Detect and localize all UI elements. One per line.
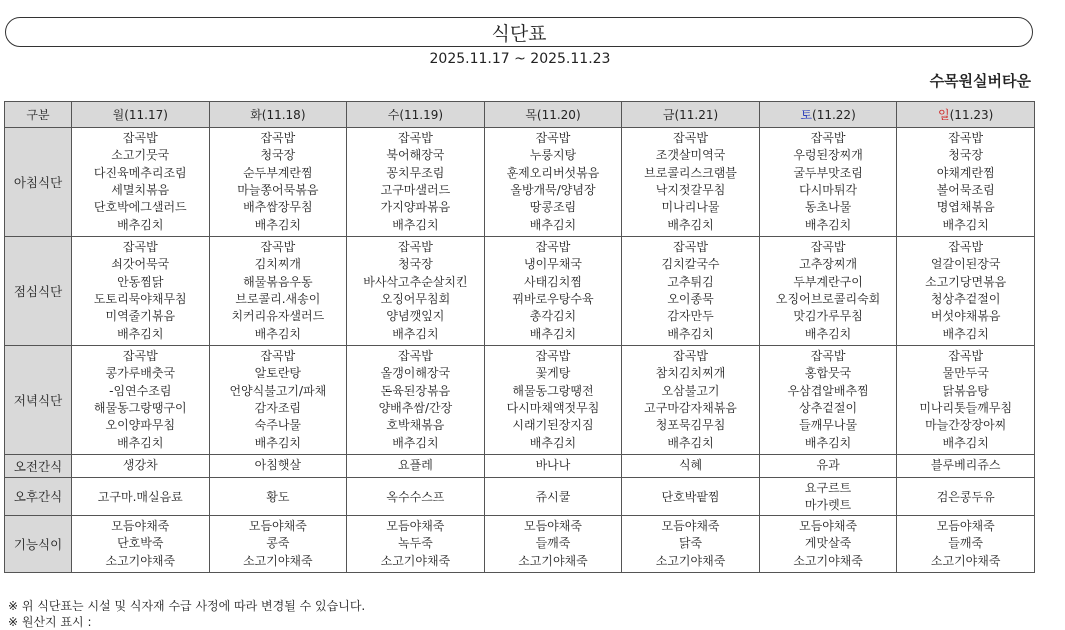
menu-cell-dinner-thu bbox=[484, 346, 622, 455]
menu-cell-functional-diet-sun bbox=[897, 515, 1035, 572]
menu-item: 다시마채액젓무침 bbox=[506, 401, 600, 415]
menu-item: 배추김치 bbox=[942, 435, 989, 450]
menu-row-morning-snack bbox=[5, 455, 1035, 478]
menu-item: 잡곡밥 bbox=[948, 239, 984, 254]
menu-cell-dinner-wed bbox=[347, 346, 485, 455]
menu-item: 잡곡밥 bbox=[673, 348, 708, 363]
menu-item: 고구마감자채볶음 bbox=[644, 401, 737, 415]
menu-item: 마늘쫑어묵볶음 bbox=[237, 183, 319, 197]
menu-item: 냉이무채국 bbox=[523, 257, 582, 272]
menu-item: 잡곡밥 bbox=[122, 130, 158, 145]
menu-item: 해물볶음우동 bbox=[243, 274, 313, 289]
menu-item: 잡곡밥 bbox=[673, 130, 708, 145]
menu-item: 블루베리쥬스 bbox=[930, 458, 1001, 473]
menu-item: 소고기야채죽 bbox=[243, 553, 313, 568]
menu-item: 김치찌개 bbox=[254, 257, 302, 272]
menu-item: 닭죽 bbox=[678, 536, 703, 551]
menu-item: 모듬야채죽 bbox=[661, 518, 720, 533]
menu-item: 상추겉절이 bbox=[799, 401, 858, 415]
menu-item: 검은콩두유 bbox=[936, 489, 995, 504]
menu-item: 잡곡밥 bbox=[122, 348, 158, 363]
menu-cell-afternoon-snack-thu bbox=[484, 478, 622, 516]
menu-item: 들깨죽 bbox=[948, 536, 984, 551]
menu-item: 감자만두 bbox=[667, 309, 714, 324]
menu-item: 꿔바로우탕수육 bbox=[512, 292, 594, 306]
menu-cell-breakfast-tue bbox=[209, 128, 347, 237]
row-label-lunch: 점심식단 bbox=[5, 237, 72, 346]
menu-item: 청국장 bbox=[948, 148, 984, 163]
menu-item: 소고기야채죽 bbox=[105, 553, 176, 568]
menu-item: 잡곡밥 bbox=[810, 348, 846, 363]
menu-cell-lunch-tue bbox=[209, 237, 347, 346]
menu-item: 잡곡밥 bbox=[810, 130, 846, 145]
menu-cell-dinner-sun bbox=[897, 346, 1035, 455]
menu-cell-functional-diet-fri bbox=[622, 515, 760, 572]
menu-item: 잡곡밥 bbox=[948, 130, 984, 145]
menu-cell-afternoon-snack-fri bbox=[622, 478, 760, 516]
menu-item: 식혜 bbox=[678, 458, 703, 473]
row-label-afternoon-snack: 오후간식 bbox=[5, 478, 72, 516]
menu-item: 배추김치 bbox=[392, 435, 439, 450]
menu-item: 들깨죽 bbox=[535, 536, 571, 551]
menu-item: 두부계란구이 bbox=[793, 274, 863, 289]
menu-item: 단호박에그샐러드 bbox=[93, 200, 187, 215]
menu-item: 양배추쌈/간장 bbox=[378, 401, 453, 415]
menu-item: 쥬시쿨 bbox=[535, 489, 571, 504]
menu-item: 치커리유자샐러드 bbox=[231, 309, 325, 324]
menu-item: 야채계란찜 bbox=[936, 165, 995, 180]
menu-item: 버섯야채볶음 bbox=[930, 309, 1001, 324]
menu-cell-lunch-mon bbox=[72, 237, 210, 346]
menu-cell-lunch-thu bbox=[484, 237, 622, 346]
menu-cell-morning-snack-sat bbox=[759, 455, 897, 478]
menu-cell-functional-diet-wed bbox=[347, 515, 485, 572]
menu-item: 시래기된장지짐 bbox=[512, 418, 594, 433]
menu-item: 잡곡밥 bbox=[810, 239, 846, 254]
menu-cell-morning-snack-thu bbox=[484, 455, 622, 478]
menu-item: 동초나물 bbox=[804, 200, 852, 215]
menu-period: 2025.11.17 ~ 2025.11.23 bbox=[429, 51, 611, 67]
menu-item: 고추튀김 bbox=[667, 274, 714, 289]
menu-item: 해물동그랑땡전 bbox=[512, 383, 594, 398]
menu-item: 다진육메추리조림 bbox=[93, 165, 187, 180]
menu-row-lunch bbox=[5, 237, 1035, 346]
menu-row-breakfast bbox=[5, 128, 1035, 237]
menu-item: 물만두국 bbox=[942, 366, 989, 381]
menu-item: 생강차 bbox=[122, 458, 158, 473]
menu-item: 바나나 bbox=[535, 458, 571, 473]
menu-title bbox=[5, 17, 1033, 47]
menu-cell-breakfast-wed bbox=[347, 128, 485, 237]
menu-item: 유과 bbox=[816, 458, 840, 473]
menu-item: 돈육된장볶음 bbox=[380, 383, 451, 398]
menu-item: 오징어브로콜리숙회 bbox=[775, 292, 881, 306]
menu-item: 잡곡밥 bbox=[122, 239, 158, 254]
menu-cell-morning-snack-sun bbox=[897, 455, 1035, 478]
menu-item: 잡곡밥 bbox=[260, 348, 296, 363]
menu-table bbox=[4, 101, 1035, 573]
menu-item: 감자조림 bbox=[254, 401, 302, 415]
menu-item: 잡곡밥 bbox=[398, 130, 433, 145]
menu-item: 조갯살미역국 bbox=[655, 148, 726, 163]
menu-cell-breakfast-thu bbox=[484, 128, 622, 237]
row-label-breakfast: 아침식단 bbox=[5, 128, 72, 237]
menu-item: 모듬야채죽 bbox=[799, 518, 858, 533]
menu-item: 쇠갓어묵국 bbox=[111, 257, 170, 272]
header-day-sun bbox=[897, 102, 1035, 128]
menu-item: 땅콩조림 bbox=[529, 200, 577, 215]
menu-item: 누룽지탕 bbox=[529, 148, 577, 163]
menu-item: 소고기야채죽 bbox=[793, 553, 863, 568]
sat-day-date: (11.22) bbox=[812, 108, 856, 122]
menu-item: 미나리톳들깨무침 bbox=[919, 401, 1013, 415]
menu-item: 소고기야채죽 bbox=[518, 553, 588, 568]
menu-item: 배추김치 bbox=[804, 326, 852, 341]
menu-cell-morning-snack-mon bbox=[72, 455, 210, 478]
menu-item: 오이양파무침 bbox=[105, 418, 176, 433]
menu-item: 배추김치 bbox=[529, 326, 577, 341]
menu-cell-morning-snack-wed bbox=[347, 455, 485, 478]
menu-item: 청국장 bbox=[260, 148, 296, 163]
sun-day-name: 일 bbox=[938, 108, 950, 122]
menu-item: 소고기뭇국 bbox=[111, 148, 170, 163]
menu-item: 청포묵김무침 bbox=[655, 418, 726, 433]
menu-cell-dinner-tue bbox=[209, 346, 347, 455]
note-origin-label: ※ 원산지 표시 : bbox=[8, 615, 92, 629]
menu-item: 세멸치볶음 bbox=[111, 183, 170, 197]
menu-cell-afternoon-snack-tue bbox=[209, 478, 347, 516]
menu-cell-functional-diet-thu bbox=[484, 515, 622, 572]
row-label-dinner: 저녁식단 bbox=[5, 346, 72, 455]
menu-item: 배추김치 bbox=[254, 217, 302, 232]
menu-cell-functional-diet-mon bbox=[72, 515, 210, 572]
menu-item: 배추김치 bbox=[117, 326, 164, 341]
menu-item: 콩가루배춧국 bbox=[105, 366, 176, 381]
menu-item: 고구마샐러드 bbox=[380, 183, 451, 197]
menu-item: 아침햇살 bbox=[254, 458, 302, 473]
menu-item: 볼어묵조림 bbox=[936, 183, 995, 197]
menu-item: 가지양파볶음 bbox=[380, 200, 451, 215]
menu-item: 바사삭고추순살치킨 bbox=[363, 274, 468, 289]
menu-item: 양념깻잎지 bbox=[386, 309, 445, 324]
menu-item: 미역줄기볶음 bbox=[105, 309, 176, 324]
menu-item: 녹두죽 bbox=[398, 536, 433, 551]
menu-item: 총각김치 bbox=[529, 309, 577, 324]
menu-item: 잡곡밥 bbox=[260, 239, 296, 254]
menu-cell-breakfast-mon bbox=[72, 128, 210, 237]
menu-item: 굴두부맛조림 bbox=[793, 165, 863, 180]
menu-item: 배추김치 bbox=[529, 435, 577, 450]
menu-cell-functional-diet-sat bbox=[759, 515, 897, 572]
menu-item: 모듬야채죽 bbox=[936, 518, 995, 533]
menu-cell-afternoon-snack-wed bbox=[347, 478, 485, 516]
menu-item: 단호박팥찜 bbox=[661, 489, 720, 504]
menu-item: 도토리묵야채무침 bbox=[93, 292, 187, 306]
menu-item: 배추김치 bbox=[117, 217, 164, 232]
menu-item: 배추김치 bbox=[392, 217, 439, 232]
menu-item: 명엽채볶음 bbox=[936, 200, 995, 215]
menu-item: 잡곡밥 bbox=[948, 348, 984, 363]
menu-cell-breakfast-sat bbox=[759, 128, 897, 237]
menu-item: 잡곡밥 bbox=[398, 348, 433, 363]
menu-item: 배추김치 bbox=[392, 326, 439, 341]
menu-item: 알토란탕 bbox=[254, 366, 302, 381]
menu-item: 고추장찌개 bbox=[799, 257, 858, 272]
menu-cell-breakfast-sun bbox=[897, 128, 1035, 237]
menu-item: 낙지젓갈무침 bbox=[655, 183, 726, 197]
menu-item: 잡곡밥 bbox=[535, 239, 571, 254]
menu-cell-dinner-mon bbox=[72, 346, 210, 455]
facility-name: 수목원실버타운 bbox=[929, 72, 1031, 90]
menu-item: 배추김치 bbox=[667, 435, 714, 450]
menu-item: 훈제오리버섯볶음 bbox=[506, 165, 600, 180]
menu-cell-afternoon-snack-sun bbox=[897, 478, 1035, 516]
menu-item: 사태김치찜 bbox=[523, 274, 582, 289]
header-day-tue: 화(11.18) bbox=[209, 102, 347, 128]
menu-item: 배추김치 bbox=[529, 217, 577, 232]
menu-item: 잡곡밥 bbox=[260, 130, 296, 145]
menu-item: 잡곡밥 bbox=[535, 130, 571, 145]
menu-item: 닭볶음탕 bbox=[942, 383, 989, 398]
menu-item: 단호박죽 bbox=[117, 536, 164, 551]
menu-item: 올방개묵/양념장 bbox=[510, 183, 596, 197]
menu-item: 호박채볶음 bbox=[386, 418, 445, 433]
menu-item: 배추김치 bbox=[254, 435, 302, 450]
menu-item: 청국장 bbox=[398, 257, 433, 272]
menu-item: 마가렛트 bbox=[804, 498, 852, 513]
menu-row-afternoon-snack bbox=[5, 478, 1035, 516]
menu-item: 배추김치 bbox=[804, 435, 852, 450]
menu-cell-afternoon-snack-mon bbox=[72, 478, 210, 516]
menu-cell-breakfast-fri bbox=[622, 128, 760, 237]
menu-item: 우삼겹알배추찜 bbox=[787, 383, 869, 398]
menu-item: 꽃게탕 bbox=[535, 366, 571, 381]
header-day-mon: 월(11.17) bbox=[72, 102, 210, 128]
menu-item: 소고기야채죽 bbox=[380, 553, 451, 568]
menu-item: 청상추겉절이 bbox=[930, 292, 1001, 306]
menu-item: 참치김치찌개 bbox=[655, 366, 726, 381]
menu-title-text: 식단표 bbox=[491, 22, 547, 45]
menu-item: 소고기당면볶음 bbox=[925, 274, 1007, 289]
menu-item: 옥수수스프 bbox=[386, 489, 445, 504]
menu-item: 잡곡밥 bbox=[398, 239, 433, 254]
menu-item: 모듬야채죽 bbox=[386, 518, 445, 533]
header-day-sat bbox=[759, 102, 897, 128]
menu-item: 배추김치 bbox=[667, 217, 714, 232]
row-label-functional-diet: 기능식이 bbox=[5, 515, 72, 572]
menu-item: 요플레 bbox=[398, 458, 433, 473]
menu-item: 해물동그랑땡구이 bbox=[93, 401, 187, 415]
header-category: 구분 bbox=[5, 102, 72, 128]
menu-item: 고구마.매실음료 bbox=[97, 489, 183, 504]
menu-item: 오징어무침회 bbox=[380, 292, 451, 306]
menu-item: 들깨무나물 bbox=[799, 418, 858, 433]
menu-item: 배추김치 bbox=[254, 326, 302, 341]
menu-item: -임연수조림 bbox=[109, 383, 172, 398]
menu-item: 배추김치 bbox=[942, 217, 989, 232]
menu-cell-lunch-fri bbox=[622, 237, 760, 346]
menu-item: 모듬야채죽 bbox=[111, 518, 170, 533]
menu-row-dinner bbox=[5, 346, 1035, 455]
menu-item: 언양식불고기/파채 bbox=[229, 383, 327, 398]
menu-item: 북어해장국 bbox=[386, 148, 445, 163]
menu-cell-morning-snack-tue bbox=[209, 455, 347, 478]
menu-cell-dinner-fri bbox=[622, 346, 760, 455]
menu-item: 브로콜리.새송이 bbox=[235, 292, 321, 306]
menu-item: 소고기야채죽 bbox=[655, 553, 726, 568]
menu-item: 황도 bbox=[266, 489, 290, 504]
menu-item: 안동찜닭 bbox=[117, 274, 164, 289]
menu-item: 잡곡밥 bbox=[535, 348, 571, 363]
menu-item: 오삼불고기 bbox=[661, 383, 720, 398]
menu-item: 배추김치 bbox=[942, 326, 989, 341]
menu-item: 김치칼국수 bbox=[661, 257, 720, 272]
menu-item: 순두부계란찜 bbox=[243, 165, 313, 180]
menu-item: 요구르트 bbox=[804, 481, 852, 495]
menu-item: 배추김치 bbox=[117, 435, 164, 450]
menu-item: 다시마튀각 bbox=[799, 183, 858, 197]
header-day-thu: 목(11.20) bbox=[484, 102, 622, 128]
menu-item: 홍합뭇국 bbox=[804, 366, 852, 381]
menu-item: 콩죽 bbox=[266, 536, 290, 551]
sun-day-date: (11.23) bbox=[949, 108, 994, 122]
menu-item: 배추쌈장무침 bbox=[243, 200, 313, 215]
menu-item: 게맛살죽 bbox=[804, 536, 852, 551]
menu-cell-afternoon-snack-sat bbox=[759, 478, 897, 516]
header-day-wed: 수(11.19) bbox=[347, 102, 485, 128]
menu-cell-dinner-sat bbox=[759, 346, 897, 455]
menu-item: 모듬야채죽 bbox=[248, 518, 307, 533]
menu-cell-lunch-sun bbox=[897, 237, 1035, 346]
menu-item: 얼갈이된장국 bbox=[930, 257, 1001, 272]
menu-item: 올갱이해장국 bbox=[380, 366, 451, 381]
menu-cell-functional-diet-tue bbox=[209, 515, 347, 572]
menu-cell-lunch-wed bbox=[347, 237, 485, 346]
menu-item: 우렁된장찌개 bbox=[793, 148, 863, 163]
row-label-morning-snack: 오전간식 bbox=[5, 455, 72, 478]
sat-day-name: 토 bbox=[800, 108, 813, 122]
menu-item: 잡곡밥 bbox=[673, 239, 708, 254]
menu-row-functional-diet bbox=[5, 515, 1035, 572]
header-day-fri: 금(11.21) bbox=[622, 102, 760, 128]
table-header-row bbox=[5, 102, 1035, 128]
menu-item: 마늘간장장아찌 bbox=[925, 418, 1007, 433]
menu-item: 미나리나물 bbox=[661, 200, 720, 215]
menu-item: 오이종묵 bbox=[667, 292, 714, 306]
menu-item: 배추김치 bbox=[667, 326, 714, 341]
menu-item: 배추김치 bbox=[804, 217, 852, 232]
menu-item: 꽁치무조림 bbox=[386, 165, 445, 180]
menu-item: 모듬야채죽 bbox=[523, 518, 582, 533]
menu-cell-morning-snack-fri bbox=[622, 455, 760, 478]
menu-item: 소고기야채죽 bbox=[930, 553, 1001, 568]
menu-item: 브로콜리스크램블 bbox=[644, 165, 737, 180]
menu-item: 숙주나물 bbox=[254, 418, 302, 433]
menu-cell-lunch-sat bbox=[759, 237, 897, 346]
note-change-notice: ※ 위 식단표는 시설 및 식자재 수급 사정에 따라 변경될 수 있습니다. bbox=[8, 599, 366, 613]
menu-item: 맛김가루무침 bbox=[793, 309, 863, 324]
